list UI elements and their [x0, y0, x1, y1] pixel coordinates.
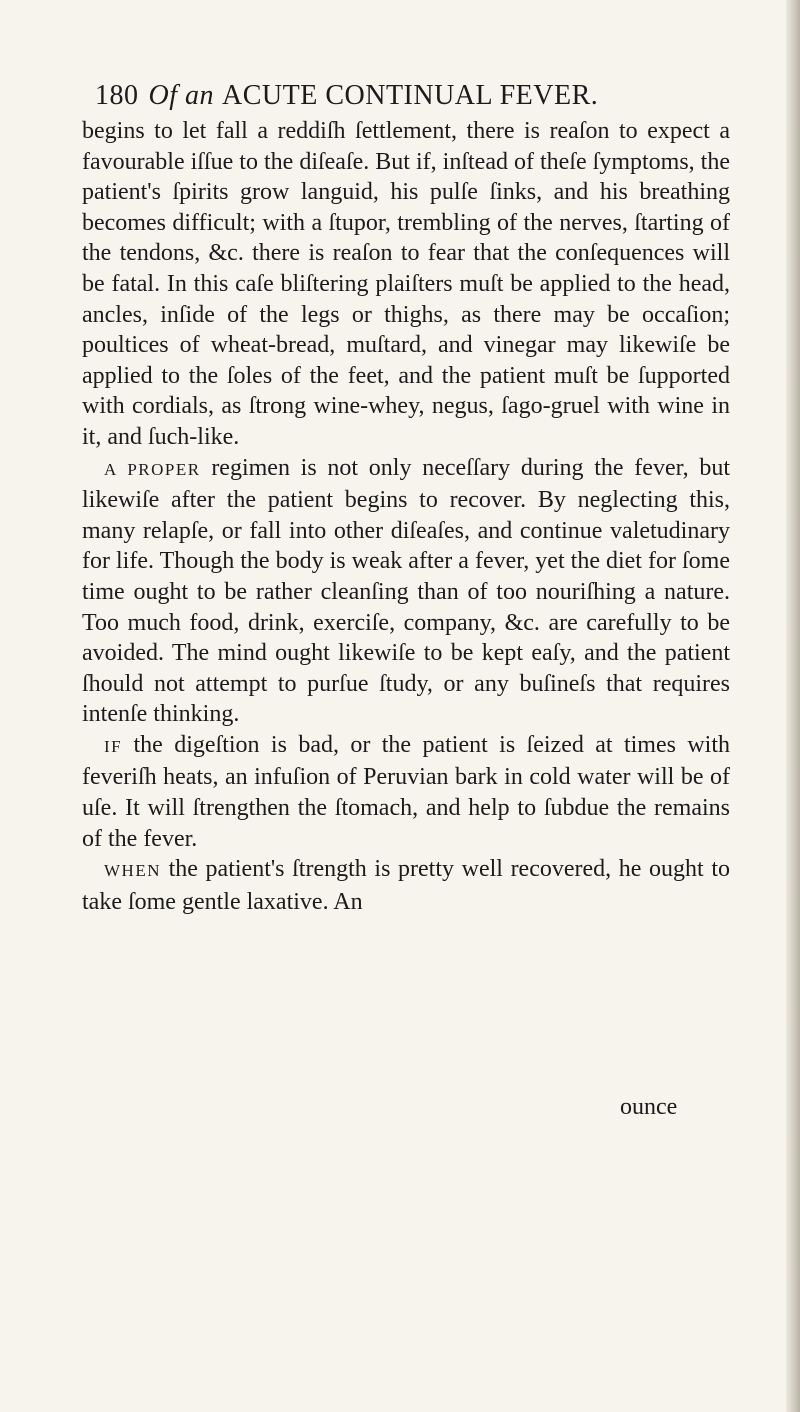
paragraph-text: the patient's ſtrength is pretty well recovered, he ought to take ſome gentle laxative. An [82, 856, 730, 915]
paragraph-lead: WHEN [104, 861, 161, 881]
paragraph-lead: IF [104, 736, 123, 756]
page-number: 180 [95, 80, 139, 111]
body-text [82, 116, 730, 917]
paragraph-regimen [82, 453, 730, 730]
paragraph-continued [82, 116, 730, 453]
page-edge [786, 0, 800, 1412]
paragraph-recovered [82, 854, 730, 917]
header-of-an: Of an [148, 80, 214, 111]
catchword: ounce [620, 1094, 678, 1120]
header-title: ACUTE CONTINUAL FEVER. [222, 80, 599, 111]
paragraph-text: the digeſtion is bad, or the patient is ſeized at times with feveriſh heats, an infuſion of Peruvian bark in cold water will be of uſe. It will ſtrengthen the ſtomach, and help to ſubdue the remains of the fever. [82, 731, 730, 852]
running-header [95, 76, 705, 116]
paragraph-text: begins to let fall a reddiſh ſettlement, there is reaſon to expect a favourable iſſue to the diſeaſe. But if, inſtead of theſe ſymptoms, the patient's ſpirits grow languid, his pulſe ſinks, and his breathing becomes difficult; with a ſtupor, trembling of the nerves, ſtarting of the tendons, &c. there is reaſon to fear that the conſequences will be fatal. In this caſe bliſtering plaiſters muſt be applied to the head, ancles, inſide of the legs or thighs, as there may be occaſion; poultices of wheat-bread, muſtard, and vinegar may likewiſe be applied to the ſoles of the feet, and the patient muſt be ſupported with cordials, as ſtrong wine-whey, negus, ſago-gruel with wine in it, and ſuch-like. [82, 118, 730, 450]
paragraph-lead: A PROPER [104, 459, 201, 479]
paragraph-digestion [82, 730, 730, 854]
paragraph-text: regimen is not only neceſſary during the fever, but likewiſe after the patient begins to recover. By neglecting this, many relapſe, or fall into other diſeaſes, and continue valetudinary for life. Though the body is weak after a fever, yet the diet for ſome time ought to be rather cleanſing than of too nouriſhing a nature. Too much food, drink, exerciſe, company, &c. are carefully to be avoided. The mind ought likewiſe to be kept eaſy, and the patient ſhould not attempt to purſue ſtudy, or any buſineſs that requires intenſe thinking. [82, 454, 731, 728]
